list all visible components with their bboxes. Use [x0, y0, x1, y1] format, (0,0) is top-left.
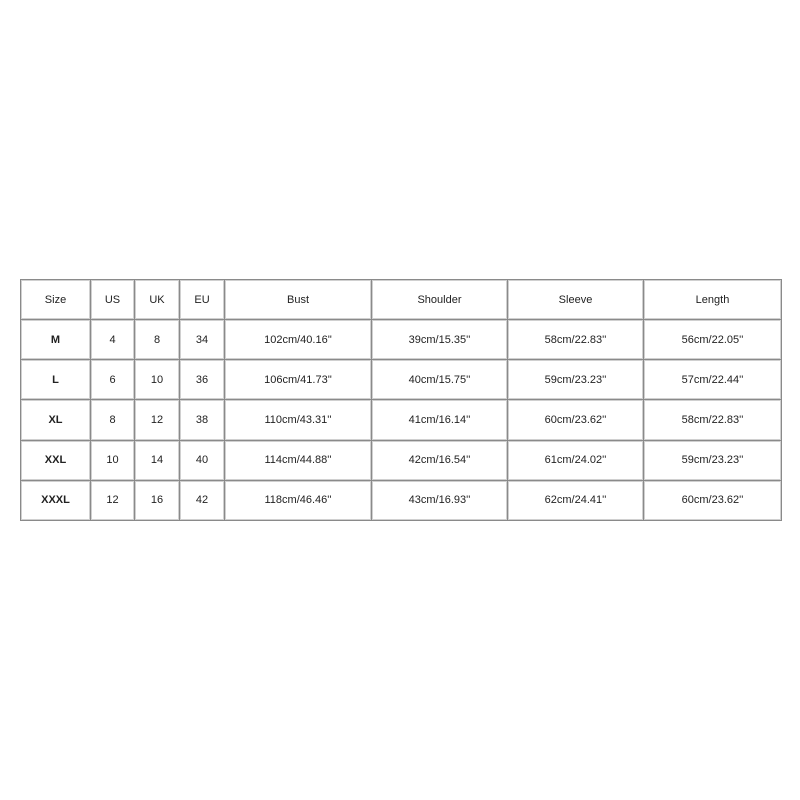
header-uk: UK: [135, 280, 180, 320]
cell-bust: 110cm/43.31'': [225, 400, 372, 440]
cell-uk: 14: [135, 441, 180, 481]
cell-eu: 38: [180, 400, 225, 440]
cell-size: M: [21, 320, 91, 360]
header-size: Size: [21, 280, 91, 320]
cell-bust: 118cm/46.46'': [225, 481, 372, 521]
cell-length: 56cm/22.05'': [644, 320, 782, 360]
table-header-row: [21, 280, 782, 320]
cell-size: L: [21, 360, 91, 400]
cell-uk: 12: [135, 400, 180, 440]
table-row: [21, 481, 782, 521]
table-row: [21, 400, 782, 440]
cell-shoulder: 39cm/15.35'': [372, 320, 508, 360]
cell-sleeve: 58cm/22.83'': [508, 320, 644, 360]
cell-bust: 102cm/40.16'': [225, 320, 372, 360]
cell-sleeve: 60cm/23.62'': [508, 400, 644, 440]
header-shoulder: Shoulder: [372, 280, 508, 320]
cell-sleeve: 62cm/24.41'': [508, 481, 644, 521]
cell-length: 57cm/22.44'': [644, 360, 782, 400]
header-sleeve: Sleeve: [508, 280, 644, 320]
cell-size: XL: [21, 400, 91, 440]
cell-shoulder: 42cm/16.54'': [372, 441, 508, 481]
cell-shoulder: 41cm/16.14'': [372, 400, 508, 440]
cell-uk: 8: [135, 320, 180, 360]
cell-uk: 10: [135, 360, 180, 400]
header-length: Length: [644, 280, 782, 320]
cell-us: 6: [91, 360, 135, 400]
cell-us: 12: [91, 481, 135, 521]
cell-us: 4: [91, 320, 135, 360]
cell-bust: 114cm/44.88'': [225, 441, 372, 481]
cell-size: XXL: [21, 441, 91, 481]
cell-sleeve: 61cm/24.02'': [508, 441, 644, 481]
cell-eu: 34: [180, 320, 225, 360]
cell-length: 60cm/23.62'': [644, 481, 782, 521]
cell-eu: 36: [180, 360, 225, 400]
size-chart-table: [20, 279, 782, 521]
cell-eu: 40: [180, 441, 225, 481]
cell-us: 10: [91, 441, 135, 481]
cell-shoulder: 40cm/15.75'': [372, 360, 508, 400]
cell-shoulder: 43cm/16.93'': [372, 481, 508, 521]
cell-bust: 106cm/41.73'': [225, 360, 372, 400]
cell-length: 59cm/23.23'': [644, 441, 782, 481]
cell-sleeve: 59cm/23.23'': [508, 360, 644, 400]
header-us: US: [91, 280, 135, 320]
table-row: [21, 441, 782, 481]
header-bust: Bust: [225, 280, 372, 320]
cell-uk: 16: [135, 481, 180, 521]
table-row: [21, 320, 782, 360]
cell-eu: 42: [180, 481, 225, 521]
cell-size: XXXL: [21, 481, 91, 521]
cell-us: 8: [91, 400, 135, 440]
table-row: [21, 360, 782, 400]
cell-length: 58cm/22.83'': [644, 400, 782, 440]
header-eu: EU: [180, 280, 225, 320]
